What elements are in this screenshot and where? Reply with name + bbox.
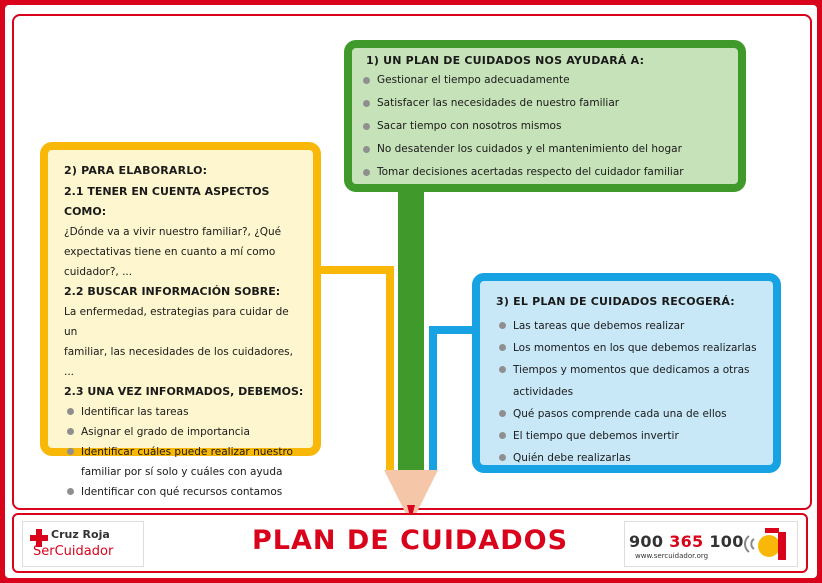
contents-title: 3) EL PLAN DE CUIDADOS RECOGERÁ:: [496, 295, 735, 308]
list-item: Tiempos y momentos que dedicamos a otras actividades: [496, 359, 765, 403]
bullet-icon: [363, 146, 370, 153]
list-item: El tiempo que debemos invertir: [496, 425, 765, 447]
bullet-icon: [67, 448, 74, 455]
list-item: Quién debe realizarlas: [496, 447, 765, 469]
blue-connector: [433, 330, 476, 470]
section-heading: 2.3 UNA VEZ INFORMADOS, DEBEMOS:: [64, 385, 304, 398]
logo-text: Cruz Roja: [51, 528, 110, 541]
section-heading: 2.2 BUSCAR INFORMACIÓN SOBRE:: [64, 285, 281, 298]
bullet-icon: [499, 322, 506, 329]
section-text-line: cuidador?, ...: [64, 266, 133, 278]
bullet-icon: [499, 454, 506, 461]
list-item: Satisfacer las necesidades de nuestro familiar: [360, 92, 732, 115]
bullet-icon: [363, 169, 370, 176]
bullet-icon: [67, 408, 74, 415]
bullet-icon: [499, 366, 506, 373]
bullet-icon: [67, 428, 74, 435]
section-text-line: familiar, las necesidades de los cuidadores, ...: [64, 346, 293, 378]
phone-logo: [624, 521, 798, 567]
pencil-body: [398, 188, 424, 470]
pencil-blue-stripe: [429, 450, 437, 472]
section-text-line: ¿Dónde va a vivir nuestro familiar?, ¿Qué: [64, 226, 282, 238]
list-item: Identificar con qué recursos contamos: [64, 482, 305, 502]
bullet-icon: [499, 410, 506, 417]
section-text-line: expectativas tiene en cuanto a mí como: [64, 246, 276, 258]
list-item: Sacar tiempo con nosotros mismos: [360, 115, 732, 138]
list-item: Las tareas que debemos realizar: [496, 315, 765, 337]
elaboration-title: 2) PARA ELABORARLO:: [64, 164, 208, 177]
pencil-yellow-stripe: [386, 450, 394, 472]
logo-subtext: SerCuidador: [33, 544, 114, 559]
elaboration-box: [40, 142, 321, 498]
bullet-icon: [499, 344, 506, 351]
list-item: Gestionar el tiempo adecuadamente: [360, 69, 732, 92]
bullet-icon: [363, 100, 370, 107]
bullet-icon: [499, 432, 506, 439]
yellow-connector: [318, 270, 390, 470]
section-text-line: La enfermedad, estrategias para cuidar de un: [64, 306, 289, 338]
list-item: Identificar cuáles puede realizar nuestro familiar por sí solo y cuáles con ayuda: [64, 442, 305, 482]
bullet-icon: [363, 123, 370, 130]
bullet-icon: [67, 488, 74, 495]
benefits-box: [344, 40, 746, 192]
list-item: Qué pasos comprende cada una de ellos: [496, 403, 765, 425]
list-item: No desatender los cuidados y el mantenimiento del hogar: [360, 138, 732, 161]
bullet-icon: [363, 77, 370, 84]
website-text: www.sercuidador.org: [635, 552, 709, 560]
contents-box: [472, 273, 781, 473]
list-item: Tomar decisiones acertadas respecto del cuidador familiar: [360, 161, 732, 184]
list-item: Asignar el grado de importancia: [64, 422, 305, 442]
list-item: Los momentos en los que debemos realizarlas: [496, 337, 765, 359]
section-heading: 2.1 TENER EN CUENTA ASPECTOS COMO:: [64, 185, 270, 218]
service-logo-icon: [743, 524, 795, 564]
list-item: Identificar las tareas: [64, 402, 305, 422]
footer-banner: [12, 513, 808, 573]
page-title: PLAN DE CUIDADOS: [251, 525, 569, 556]
benefits-title: 1) UN PLAN DE CUIDADOS NOS AYUDARÁ A:: [366, 54, 645, 67]
phone-number: 900 365 100: [629, 532, 744, 551]
